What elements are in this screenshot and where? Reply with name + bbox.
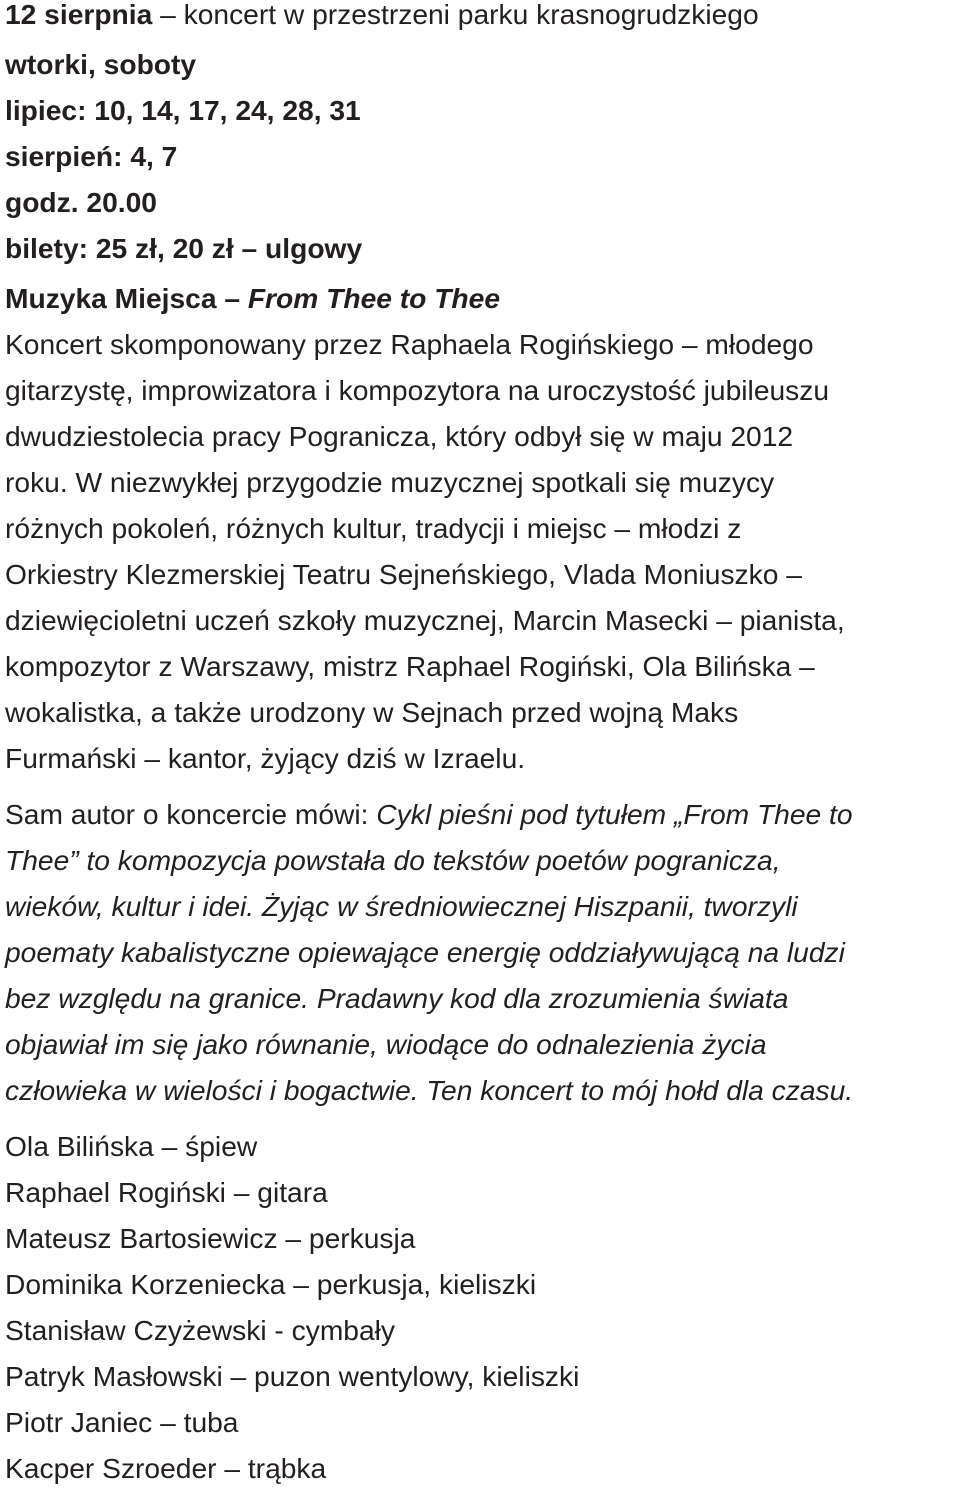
concert-title-main: Muzyka Miejsca – bbox=[5, 282, 248, 314]
concert-title bbox=[5, 275, 960, 321]
event-date: 12 sierpnia bbox=[5, 0, 153, 30]
event-date-line bbox=[5, 0, 960, 37]
performers-list bbox=[5, 1123, 960, 1491]
performer-item: Raphael Rogiński – gitara bbox=[5, 1176, 328, 1208]
description-line: gitarzystę, improwizatora i kompozytora na uroczystość jubileuszu bbox=[5, 374, 830, 406]
performer-item: Ola Bilińska – śpiew bbox=[5, 1130, 258, 1162]
event-schedule bbox=[5, 41, 960, 271]
schedule-july: lipiec: 10, 14, 17, 24, 28, 31 bbox=[5, 94, 361, 126]
quote-line: bez względu na granice. Pradawny kod dla zrozumienia świata bbox=[5, 982, 789, 1014]
schedule-august: sierpień: 4, 7 bbox=[5, 140, 178, 172]
performer-item: Piotr Janiec – tuba bbox=[5, 1406, 239, 1438]
description-line: dwudziestolecia pracy Pogranicza, który odbył się w maju 2012 bbox=[5, 420, 794, 452]
document-page bbox=[5, 0, 960, 1491]
description-line: Furmański – kantor, żyjący dziś w Izraelu. bbox=[5, 742, 526, 774]
concert-description bbox=[5, 321, 960, 781]
author-quote bbox=[5, 791, 960, 1113]
quote-line: człowieka w wielości i bogactwie. Ten koncert to mój hołd dla czasu. bbox=[5, 1074, 854, 1106]
description-line: Orkiestry Klezmerskiej Teatru Sejneńskiego, Vlada Moniuszko – bbox=[5, 558, 802, 590]
performer-item: Stanisław Czyżewski - cymbały bbox=[5, 1314, 396, 1346]
description-line: kompozytor z Warszawy, mistrz Raphael Rogiński, Ola Bilińska – bbox=[5, 650, 815, 682]
performer-item: Kacper Szroeder – trąbka bbox=[5, 1452, 327, 1484]
schedule-days: wtorki, soboty bbox=[5, 48, 197, 80]
description-line: wokalistka, a także urodzony w Sejnach przed wojną Maks bbox=[5, 696, 739, 728]
quote-line: poematy kabalistyczne opiewające energię oddziaływującą na ludzi bbox=[5, 936, 845, 968]
performer-item: Mateusz Bartosiewicz – perkusja bbox=[5, 1222, 416, 1254]
quote-intro: Sam autor o koncercie mówi: bbox=[5, 798, 377, 830]
description-line: różnych pokoleń, różnych kultur, tradycji i miejsc – młodzi z bbox=[5, 512, 742, 544]
concert-title-italic: From Thee to Thee bbox=[247, 282, 500, 314]
description-line: dziewięcioletni uczeń szkoły muzycznej, Marcin Masecki – pianista, bbox=[5, 604, 845, 636]
quote-text: Cykl pieśni pod tytułem „From Thee to bbox=[376, 798, 853, 830]
description-line: roku. W niezwykłej przygodzie muzycznej spotkali się muzycy bbox=[5, 466, 775, 498]
schedule-time: godz. 20.00 bbox=[5, 186, 157, 218]
quote-line: objawiał im się jako równanie, wiodące do odnalezienia życia bbox=[5, 1028, 767, 1060]
schedule-tickets: bilety: 25 zł, 20 zł – ulgowy bbox=[5, 232, 363, 264]
event-venue: – koncert w przestrzeni parku krasnogrudzkiego bbox=[152, 0, 759, 30]
quote-line: Thee” to kompozycja powstała do tekstów poetów pogranicza, bbox=[5, 844, 781, 876]
performer-item: Patryk Masłowski – puzon wentylowy, kieliszki bbox=[5, 1360, 580, 1392]
quote-line: wieków, kultur i idei. Żyjąc w średniowiecznej Hiszpanii, tworzyli bbox=[5, 890, 798, 922]
description-line: Koncert skomponowany przez Raphaela Rogińskiego – młodego bbox=[5, 328, 814, 360]
quote-first-line bbox=[5, 791, 960, 837]
performer-item: Dominika Korzeniecka – perkusja, kieliszki bbox=[5, 1268, 537, 1300]
